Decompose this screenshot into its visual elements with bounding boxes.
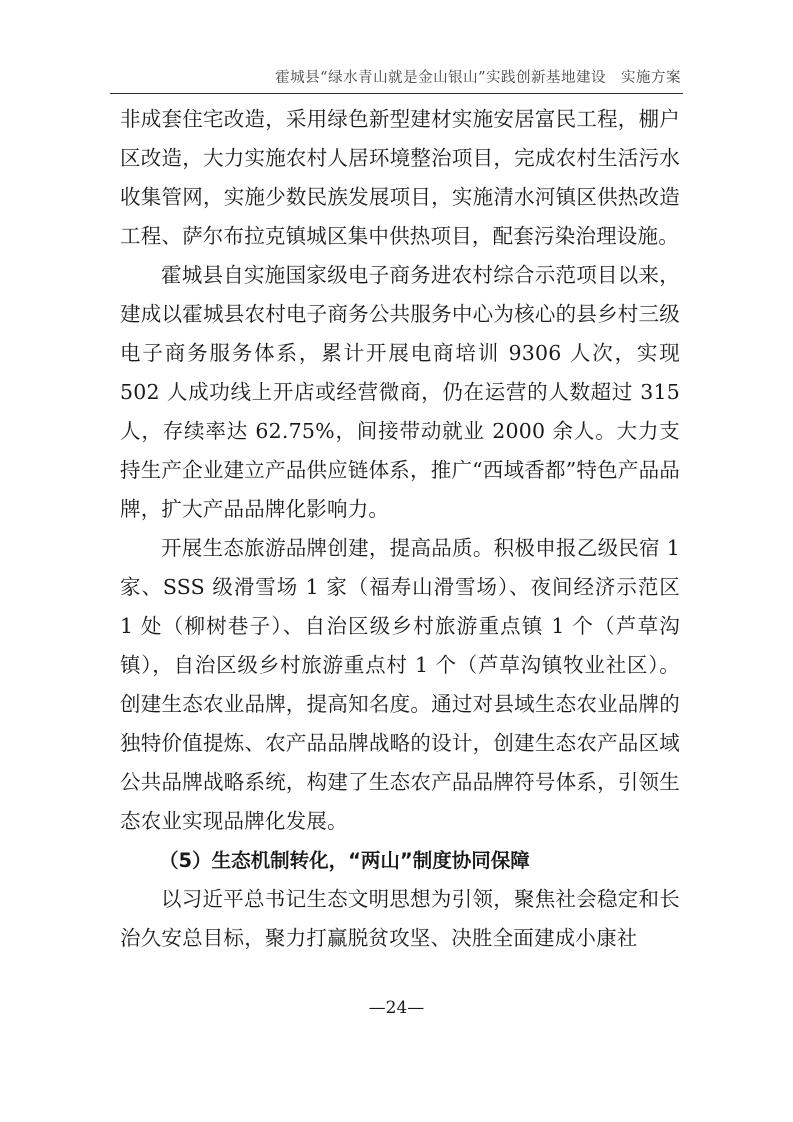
- paragraph-4: 以习近平总书记生态文明思想为引领，聚焦社会稳定和长治久安总目标，聚力打赢脱贫攻坚、决胜全面建成小康社: [120, 887, 680, 950]
- header-title: 霍城县“绿水青山就是金山银山”实践创新基地建设 实施方案: [275, 70, 681, 86]
- page-number: —24—: [368, 998, 425, 1018]
- section-heading: （5）生态机制转化，“两山”制度协同保障: [159, 849, 530, 872]
- document-body: [120, 100, 680, 958]
- paragraph-2: 霍城县自实施国家级电子商务进农村综合示范项目以来，建成以霍城县农村电子商务公共服务中心为核心的县乡村三级电子商务服务体系，累计开展电商培训 9306 人次，实现 502 人成功线上开店或经营微商，仍在运营的人数超过 315 人，存续率达 62.75%，间接带动就业 2000 余人。大力支持生产企业建立产品供应链体系，推广“西域香都”特色产品品牌，扩大产品品牌化影响力。: [120, 263, 680, 521]
- paragraph-3: 开展生态旅游品牌创建，提高品质。积极申报乙级民宿 1 家、SSS 级滑雪场 1 家（福寿山滑雪场）、夜间经济示范区 1 处（柳树巷子）、自治区级乡村旅游重点镇 1 个（芦草沟镇），自治区级乡村旅游重点村 1 个（芦草沟镇牧业社区）。创建生态农业品牌，提高知名度。通过对县域生态农业品牌的独特价值提炼、农产品品牌战略的设计，创建生态农产品区域公共品牌战略系统，构建了生态农产品品牌符号体系，引领生态农业实现品牌化发展。: [120, 536, 680, 833]
- paragraph-1: 非成套住宅改造，采用绿色新型建材实施安居富民工程，棚户区改造，大力实施农村人居环境整治项目，完成农村生活污水收集管网，实施少数民族发展项目，实施清水河镇区供热改造工程、萨尔布拉克镇城区集中供热项目，配套污染治理设施。: [120, 107, 680, 248]
- page-header: [110, 66, 683, 94]
